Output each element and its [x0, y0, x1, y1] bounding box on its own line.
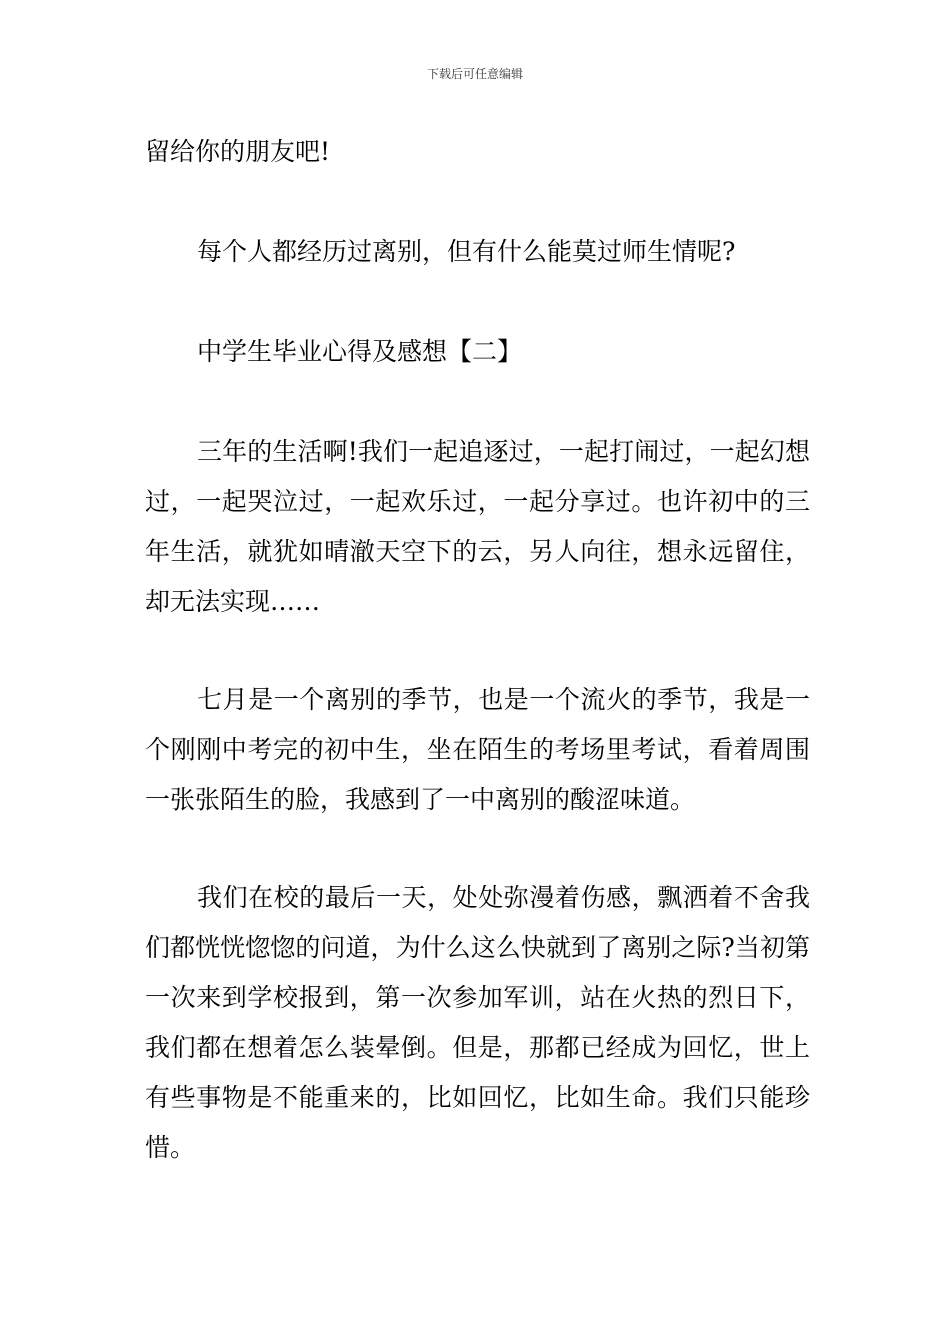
- paragraph-continuation: 留给你的朋友吧!: [145, 137, 331, 166]
- paragraph-three-years: 三年的生活啊!我们一起追逐过，一起打闹过，一起幻想过，一起哭泣过，一起欢乐过，一起分享过。也许初中的三年生活，就犹如晴澈天空下的云，另人向往，想永远留住，却无法实现……: [145, 437, 810, 616]
- paragraph-july: 七月是一个离别的季节，也是一个流火的季节，我是一个刚刚中考完的初中生，坐在陌生的考场里考试，看着周围一张张陌生的脸，我感到了一中离别的酸涩味道。: [145, 685, 810, 814]
- paragraph-teacher-bond: 每个人都经历过离别，但有什么能莫过师生情呢?: [197, 237, 736, 266]
- paragraph-last-day: 我们在校的最后一天，处处弥漫着伤感，飘洒着不舍我们都恍恍惚惚的问道，为什么这么快就到了离别之际?当初第一次来到学校报到，第一次参加军训，站在火热的烈日下，我们都在想着怎么装晕倒。但是，那都已经成为回忆，世上有些事物是不能重来的，比如回忆，比如生命。我们只能珍惜。: [145, 883, 810, 1162]
- page-header: 下载后可任意编辑: [426, 67, 523, 81]
- section-heading: 中学生毕业心得及感想【二】: [197, 337, 523, 366]
